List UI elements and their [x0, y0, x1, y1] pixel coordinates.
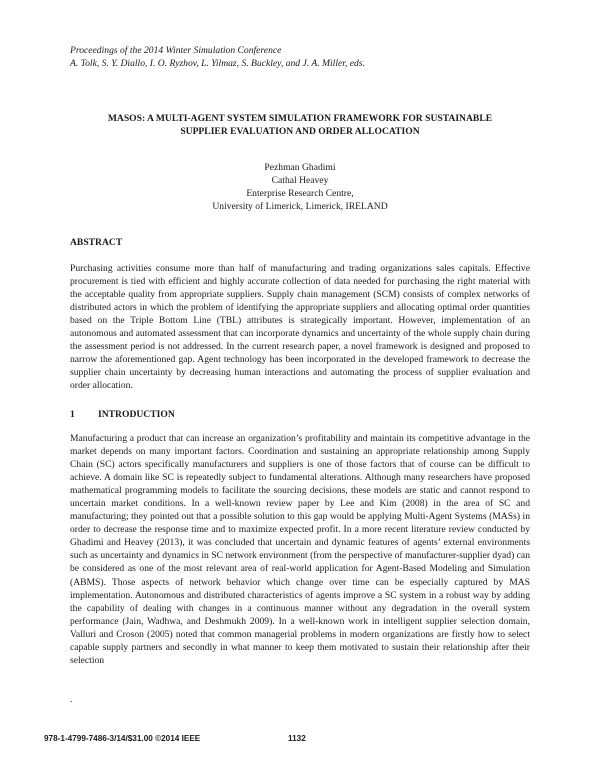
abstract-text: Purchasing activities consume more than half of manufacturing and trading organizations sales capitals. Effective procurement is tied with efficient and highly accurate collection of data needed for purchasing the right material with the acceptable quality from appropriate suppliers. Supply chain management (SCM) consists of complex networks of distributed actors in which the problem of identifying the appropriate suppliers and allocating optimal order quantities based on the Triple Bottom Line (TBL) attributes is strategically important. However, implementation of an autonomous and automated assessment that can incorporate dynamics and uncertainty of the whole supply chain during the assessment period is not addressed. In the current research paper, a novel framework is designed and proposed to narrow the aforementioned gap. Agent technology has been incorporated in the developed framework to decrease the supplier chain uncertainty by decreasing human interactions and automating the process of supplier evaluation and order allocation. [70, 263, 530, 392]
paper-title [70, 112, 530, 138]
trailing-period: . [70, 694, 73, 705]
proceedings-header [70, 44, 530, 70]
introduction-text: Manufacturing a product that can increase an organization’s profitability and maintain its competitive advantage in the market depends on many important factors. Coordination and sustaining an appropriate relationship among Supply Chain (SC) actors specifically manufacturers and suppliers is one of those factors that of course can be difficult to achieve. A domain like SC is repeatedly subject to fundamental alterations. Although many researchers have proposed mathematical programming models to facilitate the sourcing decisions, these models are static and cannot respond to uncertain market conditions. In a well-known review paper by Lee and Kim (2008) in the area of SC and manufacturing; they pointed out that a possible solution to this gap would be applying Multi-Agent Systems (MASs) in order to decrease the response time and to maximize expected profit. In a more recent literature review conducted by Ghadimi and Heavey (2013), it was concluded that uncertain and dynamic features of agents’ external environments such as uncertainty and dynamics in SC network environment (from the perspective of manufacturer-supplier dyad) can be considered as one of the most relevant area of real-world application for Agent-Based Modeling and Simulation (ABMS). Those aspects of network behavior which change over time can be especially captured by MAS implementation. Autonomous and distributed characteristics of agents improve a SC system in a robust way by adding the capability of dealing with changes in a continuous manner without any degradation in the overall system performance (Jain, Wadhwa, and Deshmukh 2009). In a well-known work in intelligent supplier selection domain, Valluri and Croson (2005) noted that common managerial problems in modern organizations are firstly how to select capable supply partners and secondly in what manner to keep them motivated to sustain their relationship after their selection [70, 433, 530, 666]
author-name-1: Pezhman Ghadimi [264, 162, 336, 173]
editors-line: A. Tolk, S. Y. Diallo, I. O. Ryzhov, L. Yilmaz, S. Buckley, and J. A. Miller, eds. [70, 58, 365, 69]
footer-page-number: 1132 [288, 734, 306, 743]
author-affiliation-2: University of Limerick, Limerick, IRELAND [212, 201, 388, 213]
abstract-heading: ABSTRACT [70, 237, 123, 248]
title-line-1: MASOS: A MULTI-AGENT SYSTEM SIMULATION FRAMEWORK FOR SUSTAINABLE [107, 113, 493, 124]
footer-isbn: 978-1-4799-7486-3/14/$31.00 ©2014 IEEE [44, 734, 201, 743]
section-title: INTRODUCTION [98, 409, 175, 420]
section-number: 1 [70, 409, 75, 420]
author-name-2: Cathal Heavey [271, 175, 329, 187]
title-line-2: SUPPLIER EVALUATION AND ORDER ALLOCATION [180, 126, 420, 137]
proceedings-line: Proceedings of the 2014 Winter Simulation Conference [70, 45, 282, 56]
author-affiliation-1: Enterprise Research Centre, [246, 188, 354, 200]
author-block [70, 161, 530, 213]
introduction-heading [70, 408, 175, 421]
